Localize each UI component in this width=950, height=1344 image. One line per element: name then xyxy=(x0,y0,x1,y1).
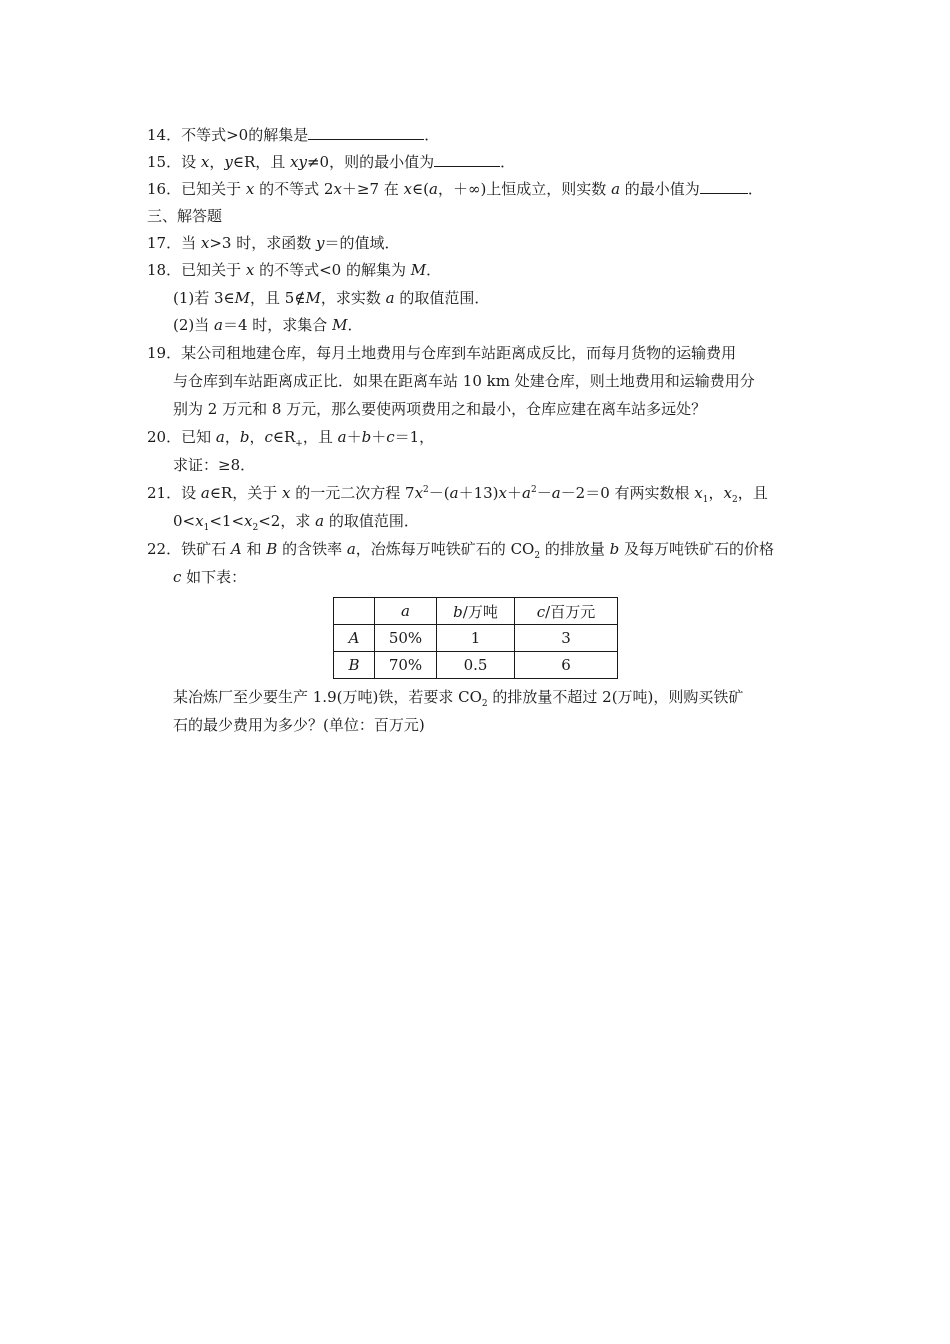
problem-number: 19． xyxy=(147,344,182,362)
problem-14: 14．不等式>0的解集是 ． xyxy=(147,126,440,144)
section-heading: 三、解答题 xyxy=(147,207,223,225)
problem-number: 21． xyxy=(147,484,182,502)
problem-number: 20． xyxy=(147,428,182,446)
table-cell: 0.5 xyxy=(437,652,515,679)
problem-15: 15．设 x，y∈R，且 xy≠0，则的最小值为 ． xyxy=(147,153,516,171)
problem-21-line-2: $0<x_1<1<x_2<2$，求 a 的取值范围． xyxy=(173,512,419,533)
problem-17: 17．当 x>3 时，求函数 y＝的值域． xyxy=(147,234,400,252)
problem-text: 不等式>0的解集是 xyxy=(181,126,309,144)
problem-number: 15． xyxy=(147,153,182,171)
table-cell: 3 xyxy=(515,625,618,652)
table-row xyxy=(334,652,618,679)
problem-number: 17． xyxy=(147,234,182,252)
problem-20: 20．已知 a，b，$c\in R_+$，且 a＋b＋c＝1， xyxy=(147,428,435,449)
table-cell: A xyxy=(334,625,375,652)
table-row xyxy=(334,625,618,652)
problem-22-line-2: c 如下表： xyxy=(173,568,247,586)
table-cell: B xyxy=(334,652,375,679)
problem-19-line-2: 与仓库到车站距离成正比．如果在距离车站 10 km 处建仓库，则土地费用和运输费用分 xyxy=(173,372,755,390)
problem-22-line-3: 某冶炼厂至少要生产 1.9(万吨)铁，若要求 $CO_2$ 的排放量不超过 2(万吨)，则购买铁矿 xyxy=(173,688,744,709)
table-header-row xyxy=(334,598,618,625)
problem-16: 16．已知关于 x 的不等式 2x＋≥7 在 x∈(a，＋∞)上恒成立，则实数 a 的最小值为 ． xyxy=(147,180,763,198)
problem-21: 21．设 a∈R，关于 x 的一元二次方程 $7x^2-(a+13)x+a^2-a-2=0$ 有两实数根 $x_1$，$x_2$，且 xyxy=(147,484,768,505)
problem-18-part-2: (2)当 a＝4 时，求集合 M． xyxy=(173,316,363,334)
problem-19: 19．某公司租地建仓库，每月土地费用与仓库到车站距离成反比，而每月货物的运输费用 xyxy=(147,344,737,362)
table-header-cell xyxy=(334,598,375,625)
problem-number: 22． xyxy=(147,540,182,558)
answer-blank xyxy=(308,125,424,140)
problem-number: 14． xyxy=(147,126,182,144)
problem-20-proof: 求证：≥8． xyxy=(173,456,256,474)
answer-blank xyxy=(434,152,500,167)
table-header-cell: c/百万元 xyxy=(515,598,618,625)
problem-19-line-3: 别为 2 万元和 8 万元，那么要使两项费用之和最小，仓库应建在离车站多远处？ xyxy=(173,400,707,418)
table-cell: 70% xyxy=(375,652,437,679)
problem-18: 18．已知关于 x 的不等式<0 的解集为 M． xyxy=(147,261,442,279)
table-header-cell: a xyxy=(375,598,437,625)
table-cell: 1 xyxy=(437,625,515,652)
table-cell: 50% xyxy=(375,625,437,652)
answer-blank xyxy=(700,179,748,194)
problem-22-line-4: 石的最少费用为多少？(单位：百万元) xyxy=(173,716,425,734)
problem-18-part-1: (1)若 3∈M，且 5∉M，求实数 a 的取值范围． xyxy=(173,289,490,307)
problem-22: 22．铁矿石 A 和 B 的含铁率 a，冶炼每万吨铁矿石的 $CO_2$ 的排放量 b 及每万吨铁矿石的价格 xyxy=(147,540,775,561)
table-header-cell: b/万吨 xyxy=(437,598,515,625)
problem-number: 16． xyxy=(147,180,182,198)
table-cell: 6 xyxy=(515,652,618,679)
problem-number: 18． xyxy=(147,261,182,279)
ore-data-table xyxy=(333,597,618,679)
